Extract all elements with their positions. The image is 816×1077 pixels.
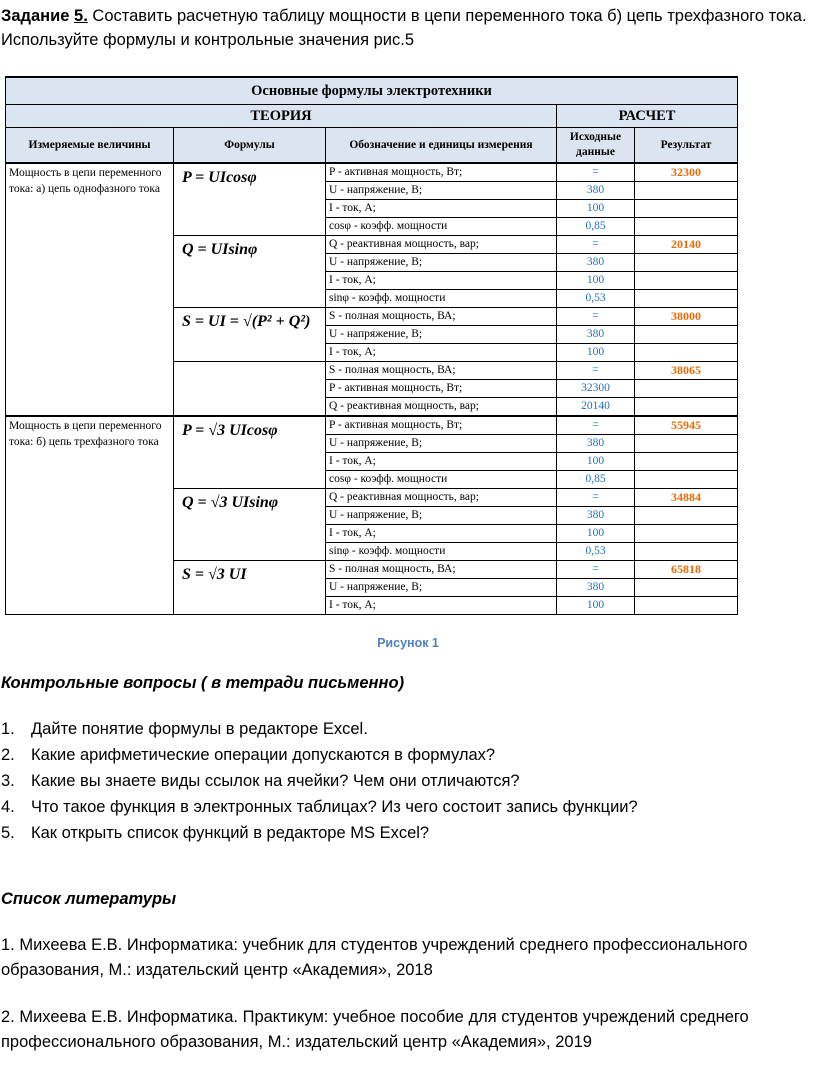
input-value-cell: 100	[557, 597, 635, 615]
notation-cell: U - напряжение, В;	[326, 579, 557, 597]
formula-text: P = UIcosφ	[182, 169, 257, 186]
formula-cell	[174, 362, 326, 417]
notation-cell: sinφ - коэфф. мощности	[326, 543, 557, 561]
input-value-cell: =	[557, 236, 635, 254]
notation-cell: cosφ - коэфф. мощности	[326, 218, 557, 236]
notation-cell: U - напряжение, В;	[326, 435, 557, 453]
result-cell	[635, 182, 738, 200]
formula-text: Q = √3 UIsinφ	[182, 494, 279, 511]
input-value-cell: =	[557, 489, 635, 507]
input-value-cell: =	[557, 416, 635, 435]
result-cell	[635, 435, 738, 453]
result-cell	[635, 597, 738, 615]
formula-text: S = UI = √(P² + Q²)	[182, 313, 311, 330]
section-calc: РАСЧЕТ	[557, 105, 738, 128]
input-value-cell: 380	[557, 182, 635, 200]
input-value-cell: 100	[557, 272, 635, 290]
formula-text	[182, 362, 325, 368]
input-value-cell: 380	[557, 579, 635, 597]
input-value-cell: 100	[557, 200, 635, 218]
result-cell	[635, 200, 738, 218]
measured-quantity-cell: Мощность в цепи переменного тока: б) цепь трехфазного тока	[6, 416, 174, 615]
notation-cell: sinφ - коэфф. мощности	[326, 290, 557, 308]
notation-cell: U - напряжение, В;	[326, 326, 557, 344]
notation-cell: U - напряжение, В;	[326, 182, 557, 200]
result-cell	[635, 290, 738, 308]
notation-cell: Q - реактивная мощность, вар;	[326, 236, 557, 254]
formula-text: S = √3 UI	[182, 566, 247, 583]
result-cell: 65818	[635, 561, 738, 579]
formula-cell	[174, 561, 326, 615]
result-cell	[635, 471, 738, 489]
formula-text: P = √3 UIcosφ	[182, 422, 278, 439]
question-item: 5. Как открыть список функций в редакторе MS Excel?	[1, 824, 430, 842]
notation-cell: Q - реактивная мощность, вар;	[326, 489, 557, 507]
input-value-cell: =	[557, 561, 635, 579]
task-text: Составить расчетную таблицу мощности в цепи переменного тока б) цепь трехфазного тока. Используйте формулы и контрольные значения рис.5	[1, 7, 807, 49]
input-value-cell: 32300	[557, 380, 635, 398]
header-input: Исходные данные	[557, 128, 635, 164]
reference-item: 2. Михеева Е.В. Информатика. Практикум: учебное пособие для студентов учреждений среднего профессионального образования, М.: издательский центр «Академия», 2019	[1, 1008, 749, 1051]
input-value-cell: 380	[557, 254, 635, 272]
input-value-cell: 20140	[557, 398, 635, 417]
result-cell	[635, 525, 738, 543]
notation-cell: U - напряжение, В;	[326, 507, 557, 525]
input-value-cell: 380	[557, 435, 635, 453]
input-value-cell: =	[557, 308, 635, 326]
formula-text: Q = UIsinφ	[182, 241, 258, 258]
notation-cell: S - полная мощность, ВА;	[326, 561, 557, 579]
formula-cell	[174, 308, 326, 362]
header-formulas: Формулы	[174, 128, 326, 164]
header-quantities: Измеряемые величины	[6, 128, 174, 164]
result-cell: 20140	[635, 236, 738, 254]
input-value-cell: 380	[557, 326, 635, 344]
reference-item: 1. Михеева Е.В. Информатика: учебник для студентов учреждений среднего профессионального образования, М.: издательский центр «Академия», 2018	[1, 936, 748, 979]
notation-cell: P - активная мощность, Вт;	[326, 416, 557, 435]
question-item: 3. Какие вы знаете виды ссылок на ячейки? Чем они отличаются?	[1, 772, 520, 790]
notation-cell: U - напряжение, В;	[326, 254, 557, 272]
input-value-cell: 100	[557, 344, 635, 362]
question-item: 4. Что такое функция в электронных таблицах? Из чего состоит запись функции?	[1, 798, 638, 816]
result-cell: 32300	[635, 163, 738, 182]
control-questions-list	[1, 716, 638, 846]
result-cell	[635, 453, 738, 471]
result-cell	[635, 380, 738, 398]
result-cell	[635, 398, 738, 417]
notation-cell: P - активная мощность, Вт;	[326, 380, 557, 398]
input-value-cell: =	[557, 362, 635, 380]
notation-cell: cosφ - коэфф. мощности	[326, 471, 557, 489]
result-cell	[635, 579, 738, 597]
formula-cell	[174, 489, 326, 561]
notation-cell: I - ток, А;	[326, 453, 557, 471]
notation-cell: S - полная мощность, ВА;	[326, 362, 557, 380]
notation-cell: P - активная мощность, Вт;	[326, 163, 557, 182]
input-value-cell: 100	[557, 453, 635, 471]
notation-cell: Q - реактивная мощность, вар;	[326, 398, 557, 417]
input-value-cell: 380	[557, 507, 635, 525]
input-value-cell: 0,85	[557, 218, 635, 236]
input-value-cell: =	[557, 163, 635, 182]
notation-cell: I - ток, А;	[326, 525, 557, 543]
task-statement	[1, 4, 813, 52]
input-value-cell: 0,53	[557, 290, 635, 308]
formula-table-figure	[5, 76, 737, 611]
measured-quantity-cell: Мощность в цепи переменного тока: а) цепь однофазного тока	[6, 163, 174, 416]
result-cell	[635, 272, 738, 290]
result-cell: 38065	[635, 362, 738, 380]
result-cell: 34884	[635, 489, 738, 507]
notation-cell: S - полная мощность, ВА;	[326, 308, 557, 326]
table-title: Основные формулы электротехники	[6, 77, 738, 105]
section-theory: ТЕОРИЯ	[6, 105, 557, 128]
figure-caption: Рисунок 1	[377, 636, 439, 650]
notation-cell: I - ток, А;	[326, 200, 557, 218]
formula-cell	[174, 416, 326, 489]
references-title: Список литературы	[1, 890, 177, 908]
result-cell: 38000	[635, 308, 738, 326]
header-notation: Обозначение и единицы измерения	[326, 128, 557, 164]
formula-cell	[174, 163, 326, 236]
notation-cell: I - ток, А;	[326, 272, 557, 290]
result-cell	[635, 344, 738, 362]
result-cell	[635, 326, 738, 344]
result-cell: 55945	[635, 416, 738, 435]
control-questions-title: Контрольные вопросы ( в тетради письменно)	[1, 674, 405, 692]
result-cell	[635, 543, 738, 561]
input-value-cell: 0,85	[557, 471, 635, 489]
result-cell	[635, 218, 738, 236]
notation-cell: I - ток, А;	[326, 344, 557, 362]
result-cell	[635, 254, 738, 272]
result-cell	[635, 507, 738, 525]
task-lead: Задание 5.	[1, 7, 88, 25]
notation-cell: I - ток, А;	[326, 597, 557, 615]
question-item: 2. Какие арифметические операции допускаются в формулах?	[1, 746, 496, 764]
table-row	[6, 416, 738, 435]
input-value-cell: 100	[557, 525, 635, 543]
question-item: 1. Дайте понятие формулы в редакторе Excel.	[1, 720, 368, 738]
formula-table	[5, 76, 738, 615]
formula-cell	[174, 236, 326, 308]
input-value-cell: 0,53	[557, 543, 635, 561]
table-row	[6, 163, 738, 182]
header-result: Результат	[635, 128, 738, 164]
